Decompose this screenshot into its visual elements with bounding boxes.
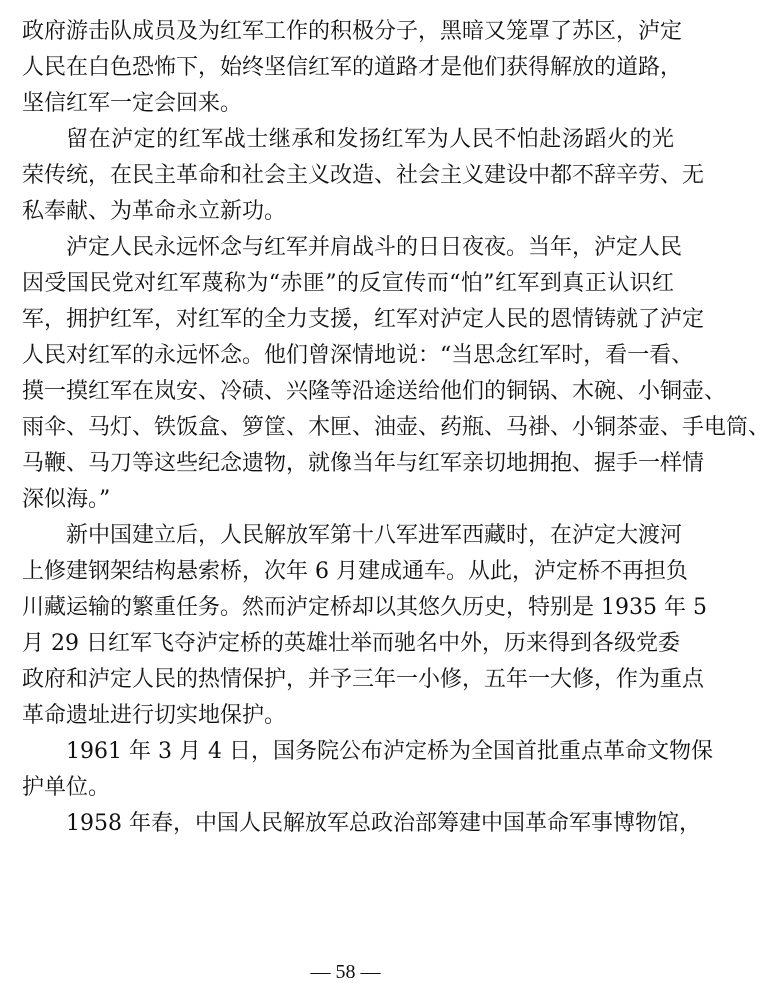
text-line: 留在泸定的红军战士继承和发扬红军为人民不怕赴汤蹈火的光: [66, 127, 674, 152]
paragraph: [22, 734, 713, 806]
text-line: 革命遗址进行切实地保护。: [22, 703, 287, 728]
text-line: 1961 年 3 月 4 日，国务院公布泸定桥为全国首批重点革命文物保: [66, 739, 713, 764]
paragraph: [22, 518, 707, 734]
text-line: 护单位。: [22, 775, 111, 800]
text-line: 政府游击队成员及为红军工作的积极分子，黑暗又笼罩了苏区，泸定: [22, 19, 683, 44]
text-line: 雨伞、马灯、铁饭盒、箩筐、木匣、油壶、药瓶、马褂、小铜茶壶、手电筒、: [22, 415, 770, 440]
text-line: 私奉献、为革命永立新功。: [22, 199, 287, 224]
paragraph: [22, 14, 683, 122]
text-line: 新中国建立后，人民解放军第十八军进军西藏时，在泸定大渡河: [66, 523, 683, 548]
paragraph: [22, 122, 705, 230]
text-line: 荣传统，在民主革命和社会主义改造、社会主义建设中都不辞辛劳、无: [22, 163, 705, 188]
text-line: 马鞭、马刀等这些纪念遗物，就像当年与红军亲切地拥抱、握手一样情: [22, 451, 705, 476]
text-line: 人民对红军的永远怀念。他们曾深情地说：“当思念红军时，看一看、: [22, 343, 694, 368]
text-line: 月 29 日红军飞夺泸定桥的英雄壮举而驰名中外，历来得到各级党委: [22, 631, 680, 656]
text-line: 军，拥护红军，对红军的全力支援，红军对泸定人民的恩情铸就了泸定: [22, 307, 705, 332]
text-line: 因受国民党对红军蔑称为“赤匪”的反宣传而“怕”红军到真正认识红: [22, 271, 674, 296]
text-line: 川藏运输的繁重任务。然而泸定桥却以其悠久历史，特别是 1935 年 5: [22, 595, 707, 620]
text-line: 上修建钢架结构悬索桥，次年 6 月建成通车。从此，泸定桥不再担负: [22, 559, 688, 584]
text-line: 政府和泸定人民的热情保护，并予三年一小修，五年一大修，作为重点: [22, 667, 705, 692]
page-number: — 58 —: [310, 961, 381, 983]
text-line: 深似海。”: [22, 487, 111, 512]
paragraph: [22, 806, 701, 842]
text-line: 泸定人民永远怀念与红军并肩战斗的日日夜夜。当年，泸定人民: [66, 235, 683, 260]
paragraph: [22, 230, 770, 518]
text-line: 1958 年春，中国人民解放军总政治部筹建中国革命军事博物馆，: [66, 811, 701, 836]
text-line: 人民在白色恐怖下，始终坚信红军的道路才是他们获得解放的道路，: [22, 55, 683, 80]
text-line: 坚信红军一定会回来。: [22, 91, 243, 116]
text-line: 摸一摸红军在岚安、冷碛、兴隆等沿途送给他们的铜锅、木碗、小铜壶、: [22, 379, 727, 404]
body-text: [22, 14, 770, 842]
